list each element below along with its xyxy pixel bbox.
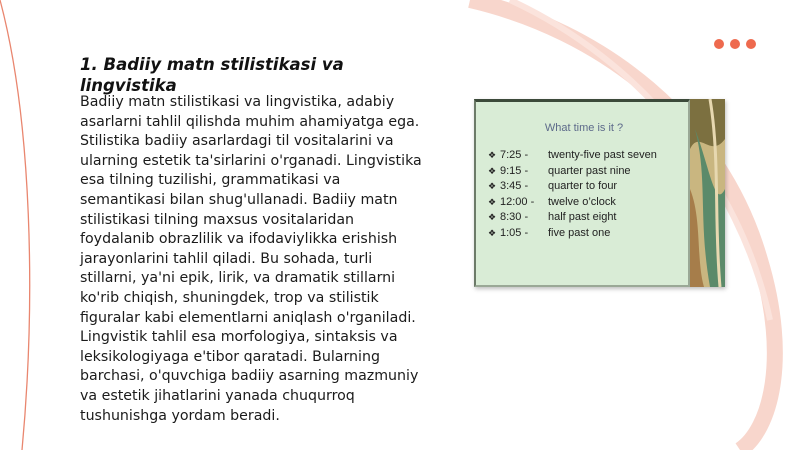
time-text: quarter to four [548, 180, 618, 192]
slide-image [474, 99, 725, 287]
time-text: five past one [548, 226, 611, 239]
time-value: 8:30 - [500, 211, 529, 223]
bullet-icon: ❖ [488, 181, 497, 191]
slide-panel [474, 99, 690, 287]
time-value: 12:00 - [500, 195, 535, 208]
time-value: 9:15 - [500, 164, 529, 177]
decorative-strip [690, 99, 725, 287]
bullet-icon: ❖ [488, 150, 497, 160]
time-text: twelve o’clock [548, 195, 616, 208]
time-text: half past eight [548, 211, 617, 223]
time-row [488, 227, 610, 239]
bullet-icon: ❖ [488, 165, 497, 176]
three-dots-icon [714, 39, 756, 49]
time-row [488, 180, 617, 192]
time-value: 3:45 - [500, 180, 529, 192]
time-row [488, 149, 657, 161]
time-value: 1:05 - [500, 226, 529, 239]
time-text: quarter past nine [548, 164, 631, 177]
bullet-icon: ❖ [488, 212, 497, 222]
bullet-icon: ❖ [488, 196, 497, 207]
page-title: 1. Badiiy matn stilistikasi va lingvistika [80, 55, 344, 95]
time-row [488, 196, 616, 208]
slide-heading: What time is it ? [544, 122, 624, 134]
bullet-icon: ❖ [488, 227, 497, 238]
time-row [488, 211, 617, 223]
time-value: 7:25 - [500, 149, 529, 161]
time-text: twenty-five past seven [548, 149, 657, 161]
body-paragraph: Badiiy matn stilistikasi va lingvistika, adabiy asarlarni tahlil qilishda muhim ahamiyatga ega. Stilistika badiiy asarlardagi til vositalarini va ularning estetik ta'sirlarini o'rganadi. Lingvistika esa tilning tuzilishi, grammatikasi va semantikasi bilan shug'ullanadi. Badiiy matn stilistikasi tilning maxsus vositalaridan foydalanib obrazlilik va ifodaviylikka erishish jarayonlarini tahlil qiladi. Bu sohada, turli stillarni, ya'ni epik, lirik, va dramatik stillarni ko'rib chiqish, shuningdek, trop va stilistik figuralar kabi elementlarni aniqlash o'rganiladi. Lingvistik tahlil esa morfologiya, sintaksis va leksikologiyaga e'tibor qaratadi. Bularning barchasi, o'quvchiga badiiy asarning mazmuniy va estetik jihatlarini yanada chuqurroq tushunishga yordam beradi. [80, 94, 422, 424]
time-row [488, 165, 631, 177]
